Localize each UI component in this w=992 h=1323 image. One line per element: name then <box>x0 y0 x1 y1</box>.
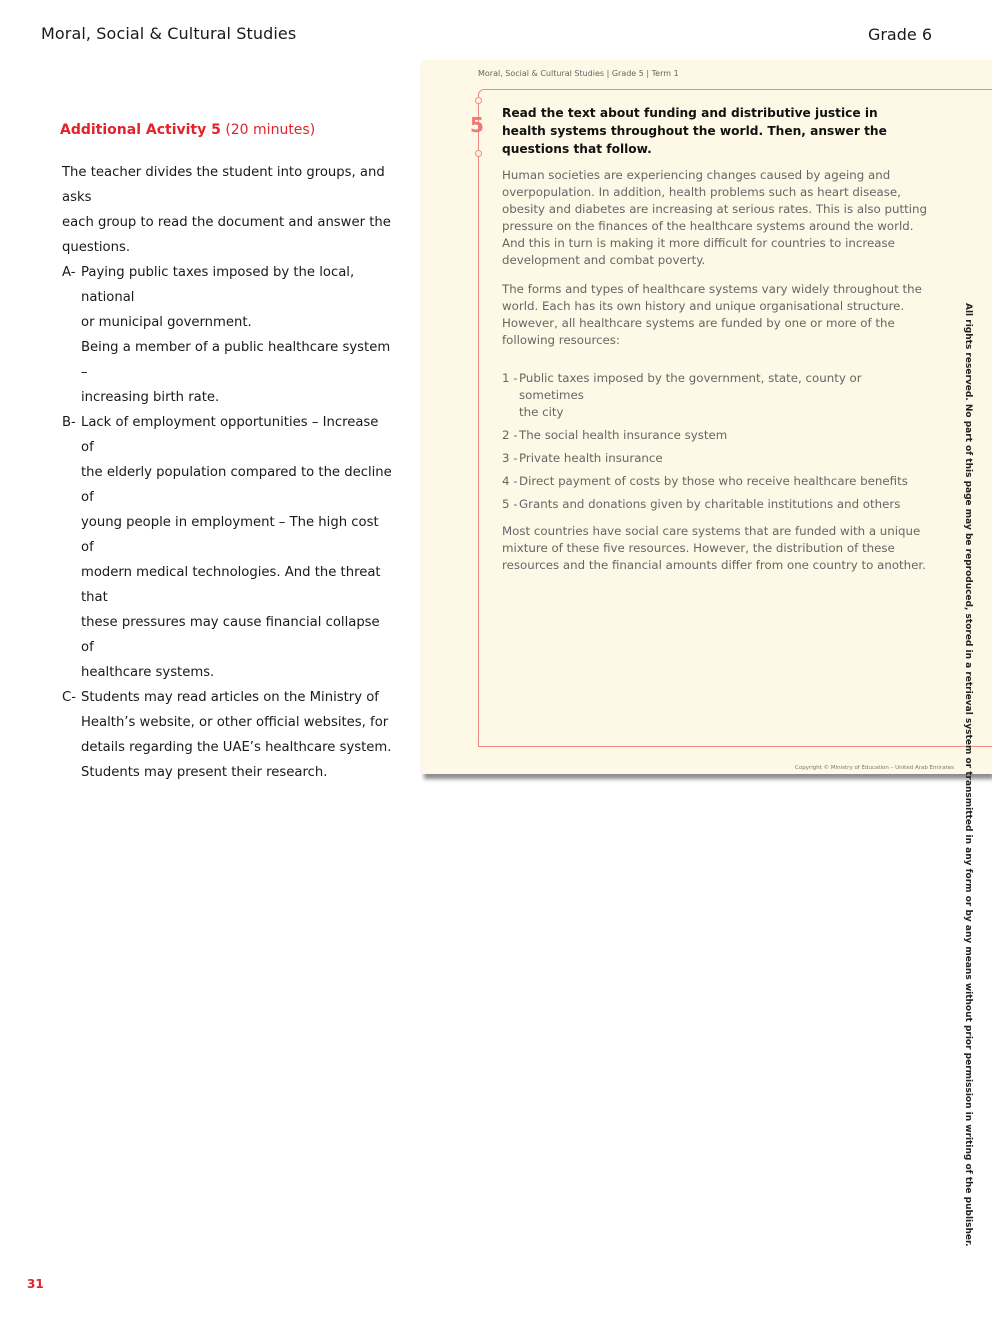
list-item-number: 2 - <box>502 428 518 442</box>
answer-label: B- <box>62 415 76 430</box>
inset-copyright: Copyright © Ministry of Education – United Arab Emirates <box>795 765 954 771</box>
question-text: Read the text about funding and distributive justice in health systems throughout the world. Then, answer the questions that follow. <box>502 106 887 156</box>
answer-b <box>62 410 392 685</box>
resources-list <box>502 370 927 513</box>
list-item <box>502 427 927 444</box>
activity-title <box>60 122 315 138</box>
answer-line: details regarding the UAE’s healthcare system. <box>81 740 392 755</box>
question-number: 5 <box>470 113 484 137</box>
list-item-text: Direct payment of costs by those who receive healthcare benefits <box>519 474 908 488</box>
frame-dot <box>475 150 482 157</box>
reading-paragraph: The forms and types of healthcare systems vary widely throughout the world. Each has its own history and unique organisational structure. However, all healthcare systems are funded by one or more of the following resources: <box>502 282 922 347</box>
list-item-number: 5 - <box>502 497 518 511</box>
grade-label: Grade 6 <box>867 25 932 44</box>
reading-text <box>502 167 927 574</box>
rights-notice: All rights reserved. No part of this page may be reproduced, stored in a retrieval system or transmitted in any form or by any means without prior permission in writing of the publisher. <box>963 303 973 1247</box>
answer-line: Health’s website, or other official websites, for <box>81 715 389 730</box>
list-item-number: 4 - <box>502 474 518 488</box>
answer-line: or municipal government. <box>81 315 252 330</box>
list-item-text: Private health insurance <box>519 451 663 465</box>
list-item-text: Public taxes imposed by the government, state, county or sometimes <box>519 371 862 402</box>
answer-line: modern medical technologies. And the threat that <box>81 565 381 605</box>
student-book-page <box>422 60 992 774</box>
intro-line: questions. <box>62 240 131 255</box>
list-item-number: 1 - <box>502 371 518 385</box>
list-item <box>502 496 927 513</box>
list-item-text: The social health insurance system <box>519 428 728 442</box>
answer-line: increasing birth rate. <box>81 390 220 405</box>
answer-line: Students may read articles on the Ministry of <box>81 690 379 705</box>
list-item-text: Grants and donations given by charitable institutions and others <box>519 497 901 511</box>
answer-line: Being a member of a public healthcare system – <box>81 340 391 380</box>
answer-line: healthcare systems. <box>81 665 215 680</box>
intro-line: each group to read the document and answer the <box>62 215 391 230</box>
reading-paragraph: Human societies are experiencing changes caused by ageing and overpopulation. In addition, health problems such as heart disease, obesity and diabetes are increasing at serious rates. This is also putting pressure on the finances of the healthcare systems around the world. And this in turn is making it more difficult for countries to increase development and combat poverty. <box>502 168 927 267</box>
answer-a <box>62 260 392 410</box>
activity-title-bold: Additional Activity 5 <box>60 122 221 138</box>
list-item-number: 3 - <box>502 451 518 465</box>
answer-line: these pressures may cause financial collapse of <box>81 615 380 655</box>
answer-line: Students may present their research. <box>81 765 328 780</box>
answer-label: A- <box>62 265 76 280</box>
inset-header: Moral, Social & Cultural Studies | Grade 5 | Term 1 <box>478 69 679 78</box>
list-item <box>502 370 927 421</box>
page-number: 31 <box>27 1277 44 1291</box>
reading-paragraph: Most countries have social care systems that are funded with a unique mixture of these five resources. However, the distribution of these resources and the financial amounts differ from one country to another. <box>502 524 926 572</box>
answer-line: the elderly population compared to the decline of <box>81 465 392 505</box>
answer-line: Lack of employment opportunities – Increase of <box>81 415 379 455</box>
activity-duration: (20 minutes) <box>225 122 316 138</box>
frame-dot <box>475 97 482 104</box>
list-item <box>502 450 927 467</box>
answer-label: C- <box>62 690 76 705</box>
list-item <box>502 473 927 490</box>
subject-title: Moral, Social & Cultural Studies <box>41 24 297 43</box>
answer-line: young people in employment – The high cost of <box>81 515 379 555</box>
intro-line: The teacher divides the student into groups, and asks <box>62 165 385 205</box>
list-item-text: the city <box>519 405 564 419</box>
answer-c <box>62 685 392 785</box>
activity-body <box>62 160 392 785</box>
answer-line: Paying public taxes imposed by the local, national <box>81 265 355 305</box>
